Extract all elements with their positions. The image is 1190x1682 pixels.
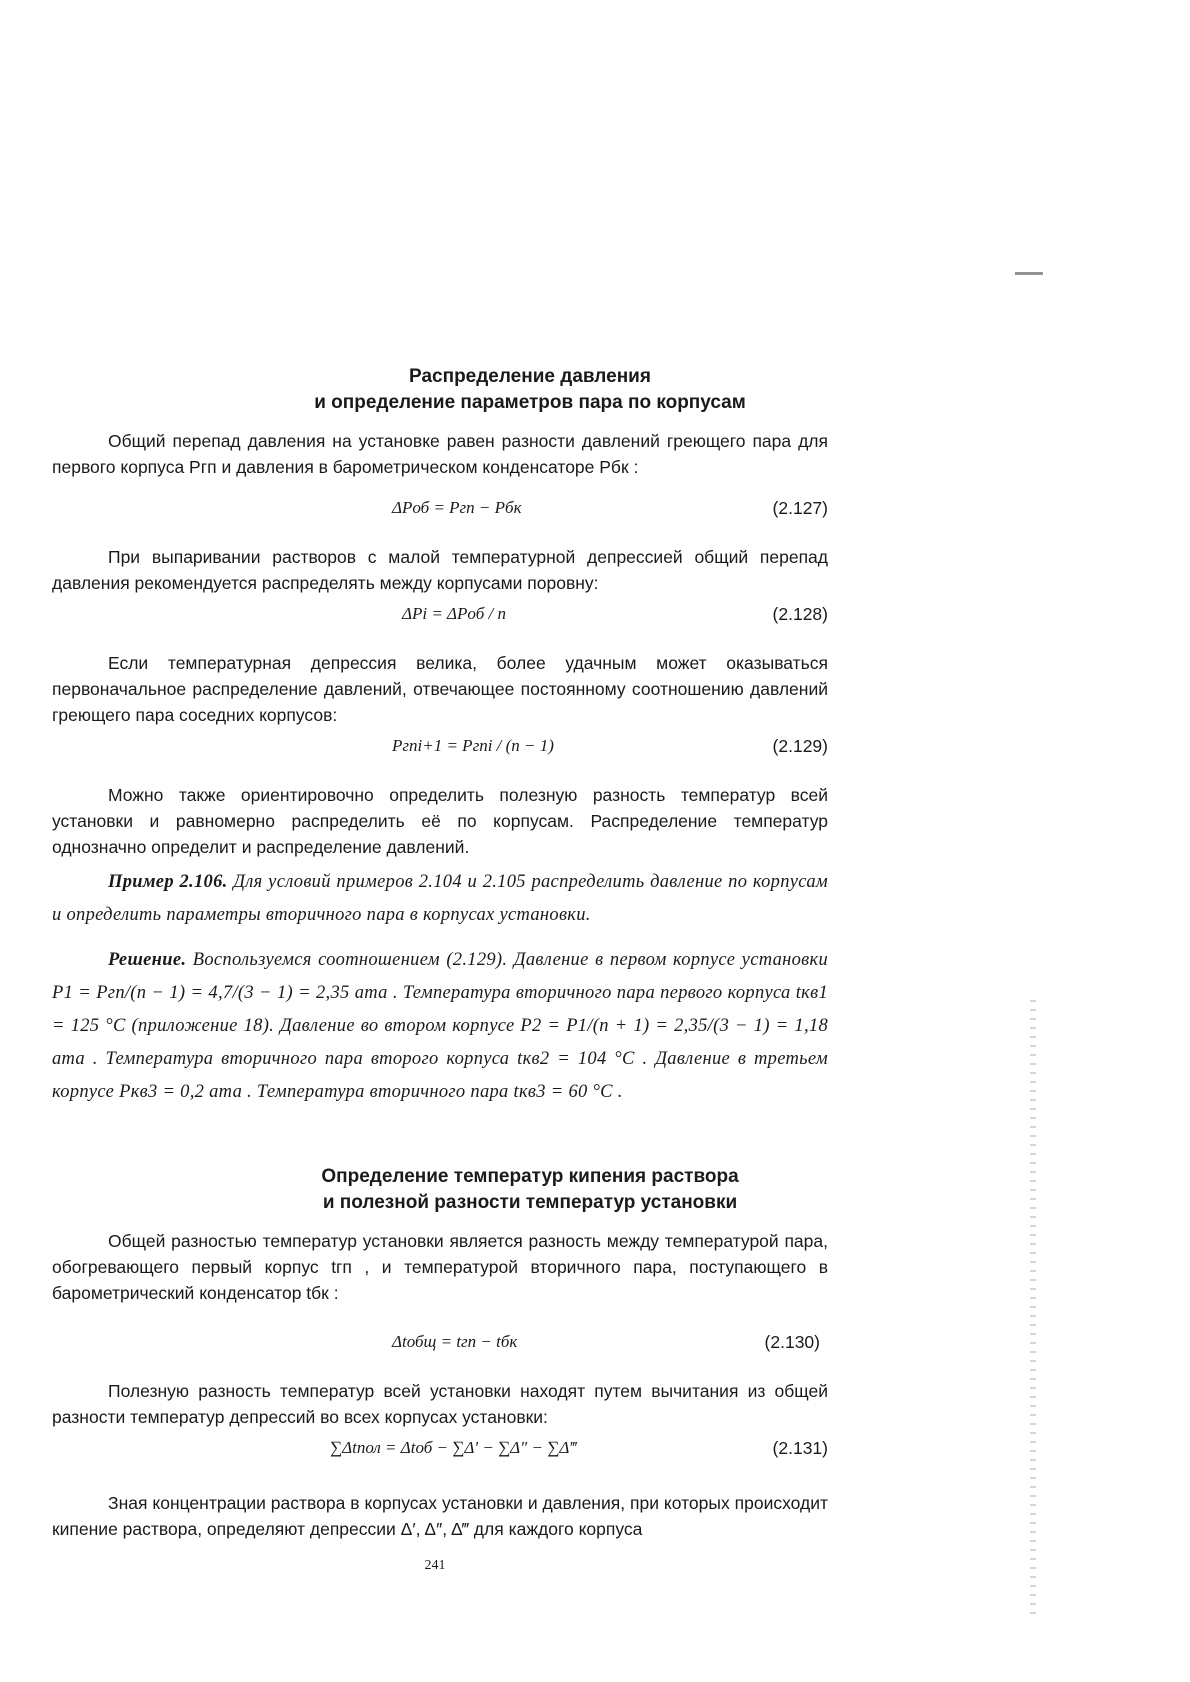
equation-formula: Pгпi+1 = Pгпi / (n − 1) [392,736,554,755]
equation-2-130 [52,1330,828,1358]
page-number: 241 [424,1558,446,1573]
equation-number: (2.127) [772,498,828,518]
section-heading-pressure [160,364,900,416]
heading-line: Распределение давления [409,366,651,387]
paragraph: Полезную разность температур всей установки находят путем вычитания из общей разности температур депрессий во всех корпусах установки: [52,1381,828,1427]
example-2-106 [52,866,828,932]
paragraph: Если температурная депрессия велика, более удачным может оказываться первоначальное распределение давлений, отвечающее постоянному соотношению давлений греющего пара соседних корпусов: [52,653,828,725]
heading-line: и полезной разности температур установки [322,1192,738,1213]
equation-formula: Δtобщ = tгп − tбк [392,1332,518,1351]
section-heading-temperature [160,1164,900,1216]
example-label: Пример 2.106. [108,872,228,892]
paragraph: При выпаривании растворов с малой температурной депрессией общий перепад давления рекомендуется распределять между корпусами поровну: [52,547,828,593]
paragraph: Общей разностью температур установки является разность между температурой пара, обогревающего первый корпус tгп , и температурой вторичного пара, поступающего в барометрический конденсатор tбк : [52,1231,828,1303]
heading-line: и определение параметров пара по корпусам [314,392,746,413]
example-solution [52,944,828,1109]
equation-2-131 [52,1436,828,1464]
equation-2-127 [52,496,828,524]
equation-number: (2.130) [764,1332,820,1352]
example-statement: Для условий примеров 2.104 и 2.105 распределить давление по корпусам и определить параметры вторичного пара в корпусах установки. [52,872,828,925]
solution-text: Воспользуемся соотношением (2.129). Давление в первом корпусе установки P1 = Pгп/(n − 1) = 4,7/(3 − 1) = 2,35 ата . Температура вторичного пара первого корпуса tкв1 = 125 °С (приложение 18). Давление во втором корпусе P2 = P1/(n + 1) = 2,35/(3 − 1) = 1,18 ата . Температура вторичного пара второго корпуса tкв2 = 104 °С . Давление в третьем корпусе Pкв3 = 0,2 ата . Температура вторичного пара tкв3 = 60 °С . [52,950,828,1102]
scan-edge-shadow [1030,1000,1036,1620]
equation-formula: ΔPi = ΔPоб / n [402,604,506,623]
equation-2-129 [52,734,828,762]
equation-formula: ΔPоб = Pгп − Pбк [392,498,522,517]
equation-number: (2.131) [772,1438,828,1458]
paragraph: Можно также ориентировочно определить полезную разность температур всей установки и равномерно распределить её по корпусам. Распределение температур однозначно определит и распределение давлений. [52,785,828,857]
scan-artifact [1015,272,1043,275]
heading-line: Определение температур кипения раствора [321,1166,739,1187]
equation-formula: ∑Δtпол = Δtоб − ∑Δ′ − ∑Δ″ − ∑Δ‴ [330,1438,577,1457]
equation-2-128 [52,602,828,630]
equation-number: (2.128) [772,604,828,624]
equation-number: (2.129) [772,736,828,756]
paragraph: Общий перепад давления на установке равен разности давлений греющего пара для первого корпуса Pгп и давления в барометрическом конденсаторе Pбк : [52,431,828,477]
paragraph: Зная концентрации раствора в корпусах установки и давления, при которых происходит кипение раствора, определяют депрессии Δ′, Δ″, Δ‴ для каждого корпуса [52,1493,828,1539]
solution-label: Решение. [108,950,187,970]
